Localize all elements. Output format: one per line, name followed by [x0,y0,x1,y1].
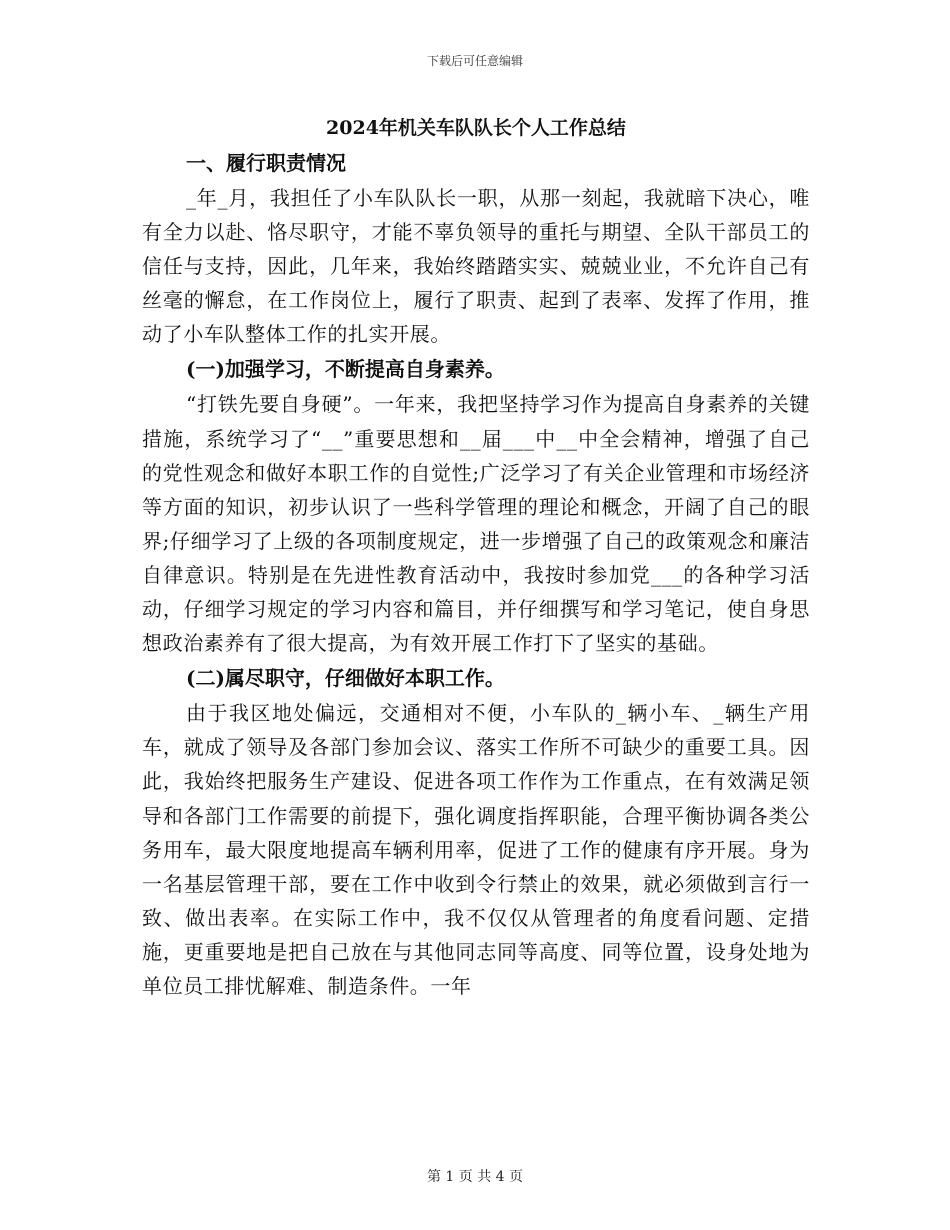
paragraph-work: 由于我区地处偏远，交通相对不便，小车队的_辆小车、_辆生产用车，就成了领导及各部门参加会议、落实工作所不可缺少的重要工具。因此，我始终把服务生产建设、促进各项工作作为工作重点，在有效满足领导和各部门工作需要的前提下，强化调度指挥职能，合理平衡协调各类公务用车，最大限度地提高车辆利用率，促进了工作的健康有序开展。身为一名基层管理干部，要在工作中收到令行禁止的效果，就必须做到言行一致、做出表率。在实际工作中，我不仅仅从管理者的角度看问题、定措施，更重要地是把自己放在与其他同志同等高度、同等位置，设身处地为单位员工排忧解难、制造条件。一年 [142,701,810,998]
page-header-note: 下载后可任意编辑 [426,54,523,68]
document-title: 2024年机关车队队长个人工作总结 [326,117,626,139]
paragraph-duties: _年_月，我担任了小车队队长一职，从那一刻起，我就暗下决心，唯有全力以赴、恪尽职守，才能不辜负领导的重托与期望、全队干部员工的信任与支持，因此，几年来，我始终踏踏实实、兢兢业业，不允许自己有丝毫的懈怠，在工作岗位上，履行了职责、起到了表率、发挥了作用，推动了小车队整体工作的扎实开展。 [142,186,810,347]
paragraph-study: “打铁先要自身硬”。一年来，我把坚持学习作为提高自身素养的关键措施，系统学习了“__”重要思想和__届___中__中全会精神，增强了自己的党性观念和做好本职工作的自觉性;广泛学习了有关企业管理和市场经济等方面的知识，初步认识了一些科学管理的理论和概念，开阔了自己的眼界;仔细学习了上级的各项制度规定，进一步增强了自己的政策观念和廉洁自律意识。特别是在先进性教育活动中，我按时参加党___的各种学习活动，仔细学习规定的学习内容和篇目，并仔细撰写和学习笔记，使自身思想政治素养有了很大提高，为有效开展工作打下了坚实的基础。 [142,392,810,656]
subsection-heading-work: (二)属尽职守，仔细做好本职工作。 [186,666,505,691]
section-heading-duties: 一、履行职责情况 [186,151,346,175]
page-number: 第 1 页 共 4 页 [426,1169,524,1185]
document-body [142,113,810,1003]
subsection-heading-study: (一)加强学习，不断提高自身素养。 [186,357,505,382]
